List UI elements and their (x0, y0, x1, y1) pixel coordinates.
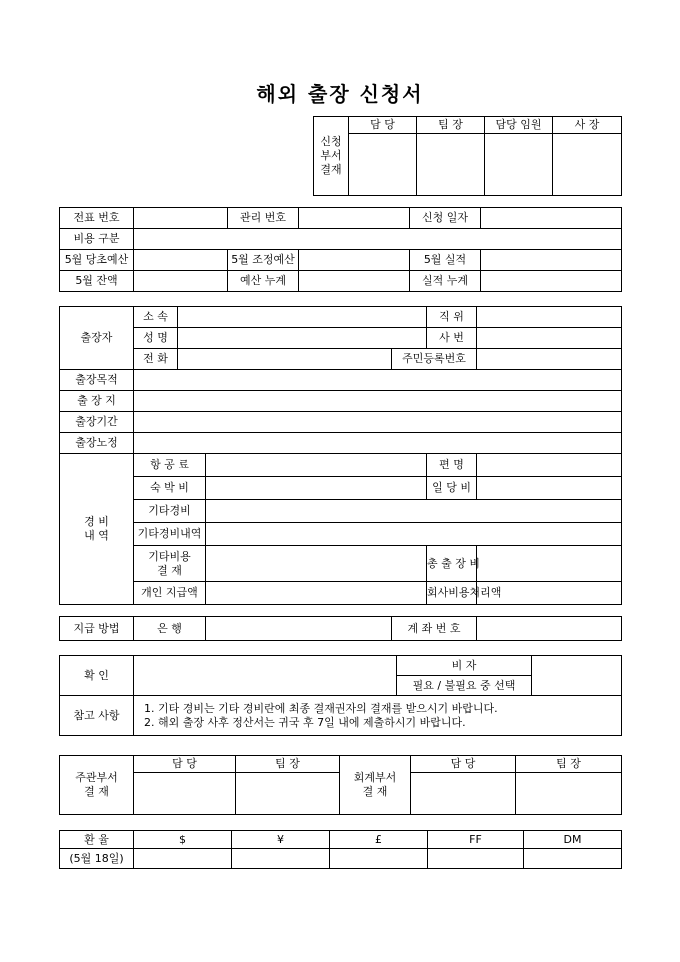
currency-ff: FF (428, 831, 524, 849)
visa-choice-label: 필요 / 불필요 중 선택 (397, 676, 532, 696)
approval-sign-team-lead[interactable] (417, 134, 485, 196)
bank-field[interactable] (206, 617, 392, 641)
dept-field[interactable] (178, 307, 427, 328)
approval-header-team-lead: 팀 장 (417, 117, 485, 134)
rate-ff-field[interactable] (428, 849, 524, 869)
notes-label: 참고 사항 (60, 696, 134, 736)
rate-dm-field[interactable] (524, 849, 622, 869)
main-dept-lead-sign[interactable] (236, 773, 340, 815)
accounting-staff-header: 담 당 (411, 756, 516, 773)
airfare-field[interactable] (206, 454, 427, 477)
main-dept-approval-label: 주관부서 결 재 (60, 756, 134, 815)
page-title: 해외 출장 신청서 (256, 82, 424, 106)
accounting-lead-sign[interactable] (516, 773, 622, 815)
destination-label: 출 장 지 (60, 391, 134, 412)
exchange-rate-label: 환 율 (60, 831, 134, 849)
accounting-dept-approval-label: 회계부서 결 재 (340, 756, 411, 815)
other-cost-approval-field[interactable] (206, 546, 427, 582)
approval-sign-staff[interactable] (349, 134, 417, 196)
flight-field[interactable] (477, 454, 622, 477)
currency-gbp: £ (330, 831, 428, 849)
rate-usd-field[interactable] (134, 849, 232, 869)
resident-no-field[interactable] (477, 349, 622, 370)
mgmt-no-field[interactable] (299, 208, 410, 229)
traveler-label: 출장자 (60, 307, 134, 370)
accounting-lead-header: 팀 장 (516, 756, 622, 773)
total-cost-label: 총 출 장 비 (427, 546, 477, 582)
rate-gbp-field[interactable] (330, 849, 428, 869)
other-expense-label: 기타경비 (134, 500, 206, 523)
period-field[interactable] (134, 412, 622, 433)
approval-sign-executive[interactable] (485, 134, 553, 196)
approval-header-staff: 담 당 (349, 117, 417, 134)
position-field[interactable] (477, 307, 622, 328)
flight-label: 편 명 (427, 454, 477, 477)
currency-dm: DM (524, 831, 622, 849)
per-diem-field[interactable] (477, 477, 622, 500)
emp-no-field[interactable] (477, 328, 622, 349)
name-label: 성 명 (134, 328, 178, 349)
confirm-field[interactable] (134, 656, 397, 696)
expense-type-label: 비용 구분 (60, 229, 134, 250)
initial-budget-field[interactable] (134, 250, 228, 271)
confirmation-table (59, 655, 622, 736)
phone-field[interactable] (178, 349, 392, 370)
approval-header-president: 사 장 (553, 117, 622, 134)
currency-usd: $ (134, 831, 232, 849)
itinerary-label: 출장노정 (60, 433, 134, 454)
adjusted-budget-label: 5월 조정예산 (228, 250, 299, 271)
voucher-no-field[interactable] (134, 208, 228, 229)
exchange-date-label: (5월 18일) (60, 849, 134, 869)
resident-no-label: 주민등록번호 (392, 349, 477, 370)
traveler-expense-table (59, 306, 622, 605)
personal-amount-field[interactable] (206, 582, 427, 605)
rate-jpy-field[interactable] (232, 849, 330, 869)
visa-field[interactable] (532, 656, 622, 696)
company-amount-label: 회사비용처리액 (427, 582, 477, 605)
personal-amount-label: 개인 지급액 (134, 582, 206, 605)
other-expense-detail-label: 기타경비내역 (134, 523, 206, 546)
per-diem-label: 일 당 비 (427, 477, 477, 500)
actual-cumulative-label: 실적 누계 (410, 271, 481, 292)
purpose-label: 출장목적 (60, 370, 134, 391)
account-no-field[interactable] (477, 617, 622, 641)
balance-field[interactable] (134, 271, 228, 292)
notes-content (134, 696, 622, 736)
lodging-label: 숙 박 비 (134, 477, 206, 500)
approval-sign-president[interactable] (553, 134, 622, 196)
other-expense-detail-field[interactable] (206, 523, 622, 546)
actual-cumulative-field[interactable] (481, 271, 622, 292)
approval-header-executive: 담당 임원 (485, 117, 553, 134)
payment-table (59, 616, 622, 641)
name-field[interactable] (178, 328, 427, 349)
destination-field[interactable] (134, 391, 622, 412)
main-dept-staff-sign[interactable] (134, 773, 236, 815)
main-dept-staff-header: 담 당 (134, 756, 236, 773)
apply-date-label: 신청 일자 (410, 208, 481, 229)
bank-label: 은 행 (134, 617, 206, 641)
visa-label: 비 자 (397, 656, 532, 676)
dept-label: 소 속 (134, 307, 178, 328)
actual-field[interactable] (481, 250, 622, 271)
phone-label: 전 화 (134, 349, 178, 370)
other-expense-field[interactable] (206, 500, 622, 523)
position-label: 직 위 (427, 307, 477, 328)
voucher-no-label: 전표 번호 (60, 208, 134, 229)
accounting-staff-sign[interactable] (411, 773, 516, 815)
account-no-label: 계 좌 번 호 (392, 617, 477, 641)
actual-label: 5월 실적 (410, 250, 481, 271)
applicant-dept-approval-label: 신청 부서 결재 (314, 117, 349, 196)
applicant-approval-table (313, 116, 622, 196)
expense-breakdown-label: 경 비 내 역 (60, 454, 134, 605)
apply-date-field[interactable] (481, 208, 622, 229)
emp-no-label: 사 번 (427, 328, 477, 349)
currency-jpy: ¥ (232, 831, 330, 849)
initial-budget-label: 5월 당초예산 (60, 250, 134, 271)
dept-approval-table (59, 755, 622, 815)
total-cost-field[interactable] (477, 546, 622, 582)
other-cost-approval-label: 기타비용 결 재 (134, 546, 206, 582)
confirm-label: 확 인 (60, 656, 134, 696)
purpose-field[interactable] (134, 370, 622, 391)
note-1: 1. 기타 경비는 기타 경비란에 최종 결재권자의 결재를 받으시기 바랍니다. (144, 701, 498, 715)
budget-cumulative-label: 예산 누계 (228, 271, 299, 292)
airfare-label: 항 공 료 (134, 454, 206, 477)
main-dept-lead-header: 팀 장 (236, 756, 340, 773)
expense-type-field[interactable] (134, 229, 622, 250)
itinerary-field[interactable] (134, 433, 622, 454)
mgmt-no-label: 관리 번호 (228, 208, 299, 229)
note-2: 2. 해외 출장 사후 정산서는 귀국 후 7일 내에 제출하시기 바랍니다. (144, 715, 466, 729)
balance-label: 5월 잔액 (60, 271, 134, 292)
payment-method-label: 지급 방법 (60, 617, 134, 641)
budget-cumulative-field[interactable] (299, 271, 410, 292)
period-label: 출장기간 (60, 412, 134, 433)
budget-table (59, 207, 622, 292)
lodging-field[interactable] (206, 477, 427, 500)
adjusted-budget-field[interactable] (299, 250, 410, 271)
exchange-rate-table (59, 830, 622, 869)
